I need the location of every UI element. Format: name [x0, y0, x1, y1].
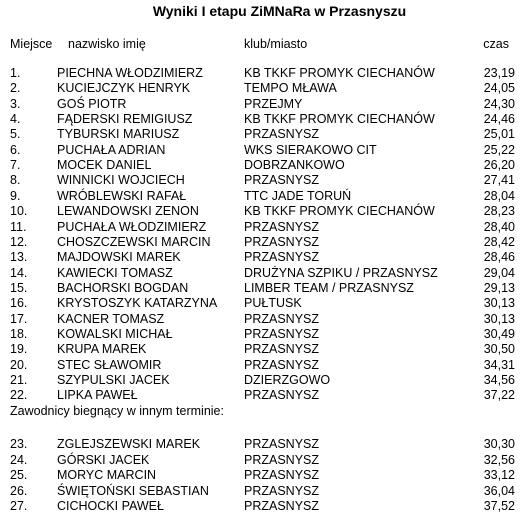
result-club: DZIERZGOWO [244, 373, 331, 387]
result-time: 28,23 [483, 204, 515, 219]
result-name: KRYSTOSZYK KATARZYNA [57, 296, 218, 311]
result-name: MORYC MARCIN [57, 468, 157, 483]
result-time: 30,50 [483, 342, 515, 357]
table-row [0, 266, 521, 281]
result-time: 37,52 [483, 499, 515, 514]
result-name: MOCEK DANIEL [57, 158, 152, 173]
result-name: PUCHAŁA WŁODZIMIERZ [57, 219, 207, 234]
table-row [0, 296, 521, 311]
result-place: 19. [10, 342, 28, 357]
result-place: 5. [10, 127, 21, 142]
result-time: 36,04 [483, 483, 515, 498]
result-name: WINNICKI WOJCIECH [57, 173, 185, 188]
result-place: 4. [10, 112, 21, 127]
result-time: 28,46 [483, 250, 515, 265]
result-place: 12. [10, 234, 28, 249]
result-place: 22. [10, 388, 28, 403]
header-time: czas [483, 37, 509, 51]
result-name: ŚWIĘTOŃSKI SEBASTIAN [57, 483, 209, 498]
result-club: PRZASNYSZ [244, 357, 320, 372]
result-name: LEWANDOWSKI ZENON [57, 204, 199, 219]
result-club: PRZASNYSZ [244, 499, 320, 514]
header-place: Miejsce [10, 37, 53, 51]
result-name: KAWIECKI TOMASZ [57, 265, 173, 280]
result-club: KB TKKF PROMYK CIECHANÓW [244, 66, 435, 80]
result-place: 16. [10, 296, 28, 311]
result-time: 24,05 [483, 81, 515, 96]
result-time: 30,13 [483, 296, 515, 311]
result-place: 7. [10, 158, 21, 173]
result-name: GÓRSKI JACEK [57, 452, 150, 467]
result-time: 30,49 [483, 326, 515, 341]
result-place: 10. [10, 204, 28, 219]
result-name: GOŚ PIOTR [57, 96, 127, 111]
table-row [0, 66, 521, 81]
result-club: PRZASNYSZ [244, 311, 320, 326]
result-time: 27,41 [483, 173, 515, 188]
result-club: WKS SIERAKOWO CIT [244, 142, 377, 157]
result-name: MAJDOWSKI MAREK [57, 250, 181, 265]
result-name: LIPKA PAWEŁ [57, 388, 138, 403]
table-row [0, 220, 521, 235]
table-row [0, 312, 521, 327]
result-club: TTC JADE TORUŃ [244, 188, 352, 203]
table-row [0, 468, 521, 483]
result-name: FĄDERSKI REMIGIUSZ [57, 112, 193, 127]
result-name: CICHOCKI PAWEŁ [57, 499, 164, 514]
result-time: 32,56 [483, 452, 515, 467]
result-name: KACNER TOMASZ [57, 311, 165, 326]
table-row [0, 97, 521, 112]
result-place: 23. [10, 437, 28, 451]
table-row [0, 342, 521, 357]
result-time: 28,42 [483, 234, 515, 249]
result-time: 28,40 [483, 219, 515, 234]
result-place: 11. [10, 219, 27, 234]
table-row [0, 358, 521, 373]
result-name: PUCHAŁA ADRIAN [57, 142, 166, 157]
result-place: 13. [10, 250, 28, 265]
table-row [0, 143, 521, 158]
result-club: PRZASNYSZ [244, 437, 320, 451]
table-row [0, 81, 521, 96]
result-place: 9. [10, 188, 21, 203]
header-club: klub/miasto [244, 37, 308, 51]
table-row [0, 499, 521, 514]
result-club: PUŁTUSK [244, 296, 302, 311]
result-club: PRZASNYSZ [244, 326, 320, 341]
table-row [0, 437, 521, 452]
result-name: ZGLEJSZEWSKI MAREK [57, 437, 201, 451]
table-row [0, 250, 521, 265]
result-name: TYBURSKI MARIUSZ [57, 127, 180, 142]
result-name: SZYPULSKI JACEK [57, 373, 170, 387]
result-club: DOBRZANKOWO [244, 158, 345, 173]
result-name: KOWALSKI MICHAŁ [57, 326, 173, 341]
result-place: 24. [10, 452, 28, 467]
result-time: 26,20 [483, 158, 515, 173]
table-row [0, 373, 521, 388]
result-time: 34,31 [483, 357, 515, 372]
result-club: PRZASNYSZ [244, 234, 320, 249]
result-club: PRZASNYSZ [244, 173, 320, 188]
result-name: KUCIEJCZYK HENRYK [57, 81, 191, 96]
table-row [0, 281, 521, 296]
table-row [0, 158, 521, 173]
result-time: 24,46 [483, 112, 515, 127]
table-header [0, 37, 521, 52]
result-time: 29,04 [483, 265, 515, 280]
result-name: STEC SŁAWOMIR [57, 357, 162, 372]
result-club: PRZASNYSZ [244, 250, 320, 265]
result-place: 26. [10, 483, 28, 498]
result-club: PRZASNYSZ [244, 219, 320, 234]
result-time: 24,30 [483, 96, 515, 111]
result-time: 30,30 [483, 437, 515, 451]
result-time: 23,19 [483, 66, 515, 80]
result-place: 6. [10, 142, 21, 157]
result-time: 30,13 [483, 311, 515, 326]
table-row [0, 327, 521, 342]
result-club: PRZASNYSZ [244, 127, 320, 142]
result-club: KB TKKF PROMYK CIECHANÓW [244, 204, 435, 219]
table-row [0, 235, 521, 250]
result-club: PRZASNYSZ [244, 342, 320, 357]
result-club: PRZASNYSZ [244, 483, 320, 498]
table-row [0, 173, 521, 188]
result-club: PRZASNYSZ [244, 452, 320, 467]
table-row [0, 484, 521, 499]
result-time: 25,01 [483, 127, 515, 142]
result-name: WRÓBLEWSKI RAFAŁ [57, 188, 187, 203]
result-time: 29,13 [483, 280, 515, 295]
result-place: 21. [10, 373, 28, 387]
result-club: KB TKKF PROMYK CIECHANÓW [244, 112, 435, 127]
other-term-note: Zawodnicy biegnący w innym terminie: [10, 404, 224, 418]
header-name: nazwisko imię [68, 37, 146, 51]
result-place: 27. [10, 499, 28, 514]
result-time: 34,56 [483, 373, 515, 387]
result-name: BACHORSKI BOGDAN [57, 280, 189, 295]
result-club: TEMPO MŁAWA [244, 81, 337, 96]
result-time: 25,22 [483, 142, 515, 157]
result-time: 33,12 [483, 468, 515, 483]
table-row [0, 112, 521, 127]
result-place: 25. [10, 468, 28, 483]
result-place: 1. [10, 66, 21, 80]
result-club: DRUŻYNA SZPIKU / PRZASNYSZ [244, 265, 438, 280]
table-row [0, 453, 521, 468]
result-place: 3. [10, 96, 21, 111]
result-place: 2. [10, 81, 21, 96]
result-place: 15. [10, 280, 28, 295]
table-row [0, 204, 521, 219]
result-club: LIMBER TEAM / PRZASNYSZ [244, 280, 414, 295]
result-place: 20. [10, 357, 28, 372]
result-place: 14. [10, 265, 28, 280]
result-club: PRZASNYSZ [244, 468, 320, 483]
result-place: 18. [10, 326, 28, 341]
result-time: 28,04 [483, 188, 515, 203]
result-name: CHOSZCZEWSKI MARCIN [57, 234, 211, 249]
result-name: KRUPA MAREK [57, 342, 147, 357]
result-place: 8. [10, 173, 21, 188]
result-club: PRZEJMY [244, 96, 303, 111]
result-club: PRZASNYSZ [244, 388, 320, 403]
result-place: 17. [10, 311, 28, 326]
result-name: PIECHNA WŁODZIMIERZ [57, 66, 203, 80]
table-row [0, 127, 521, 142]
result-time: 37,22 [483, 388, 515, 403]
page-title: Wyniki I etapu ZiMNaRa w Przasnyszu [152, 3, 407, 19]
table-row [0, 189, 521, 204]
table-row [0, 388, 521, 403]
